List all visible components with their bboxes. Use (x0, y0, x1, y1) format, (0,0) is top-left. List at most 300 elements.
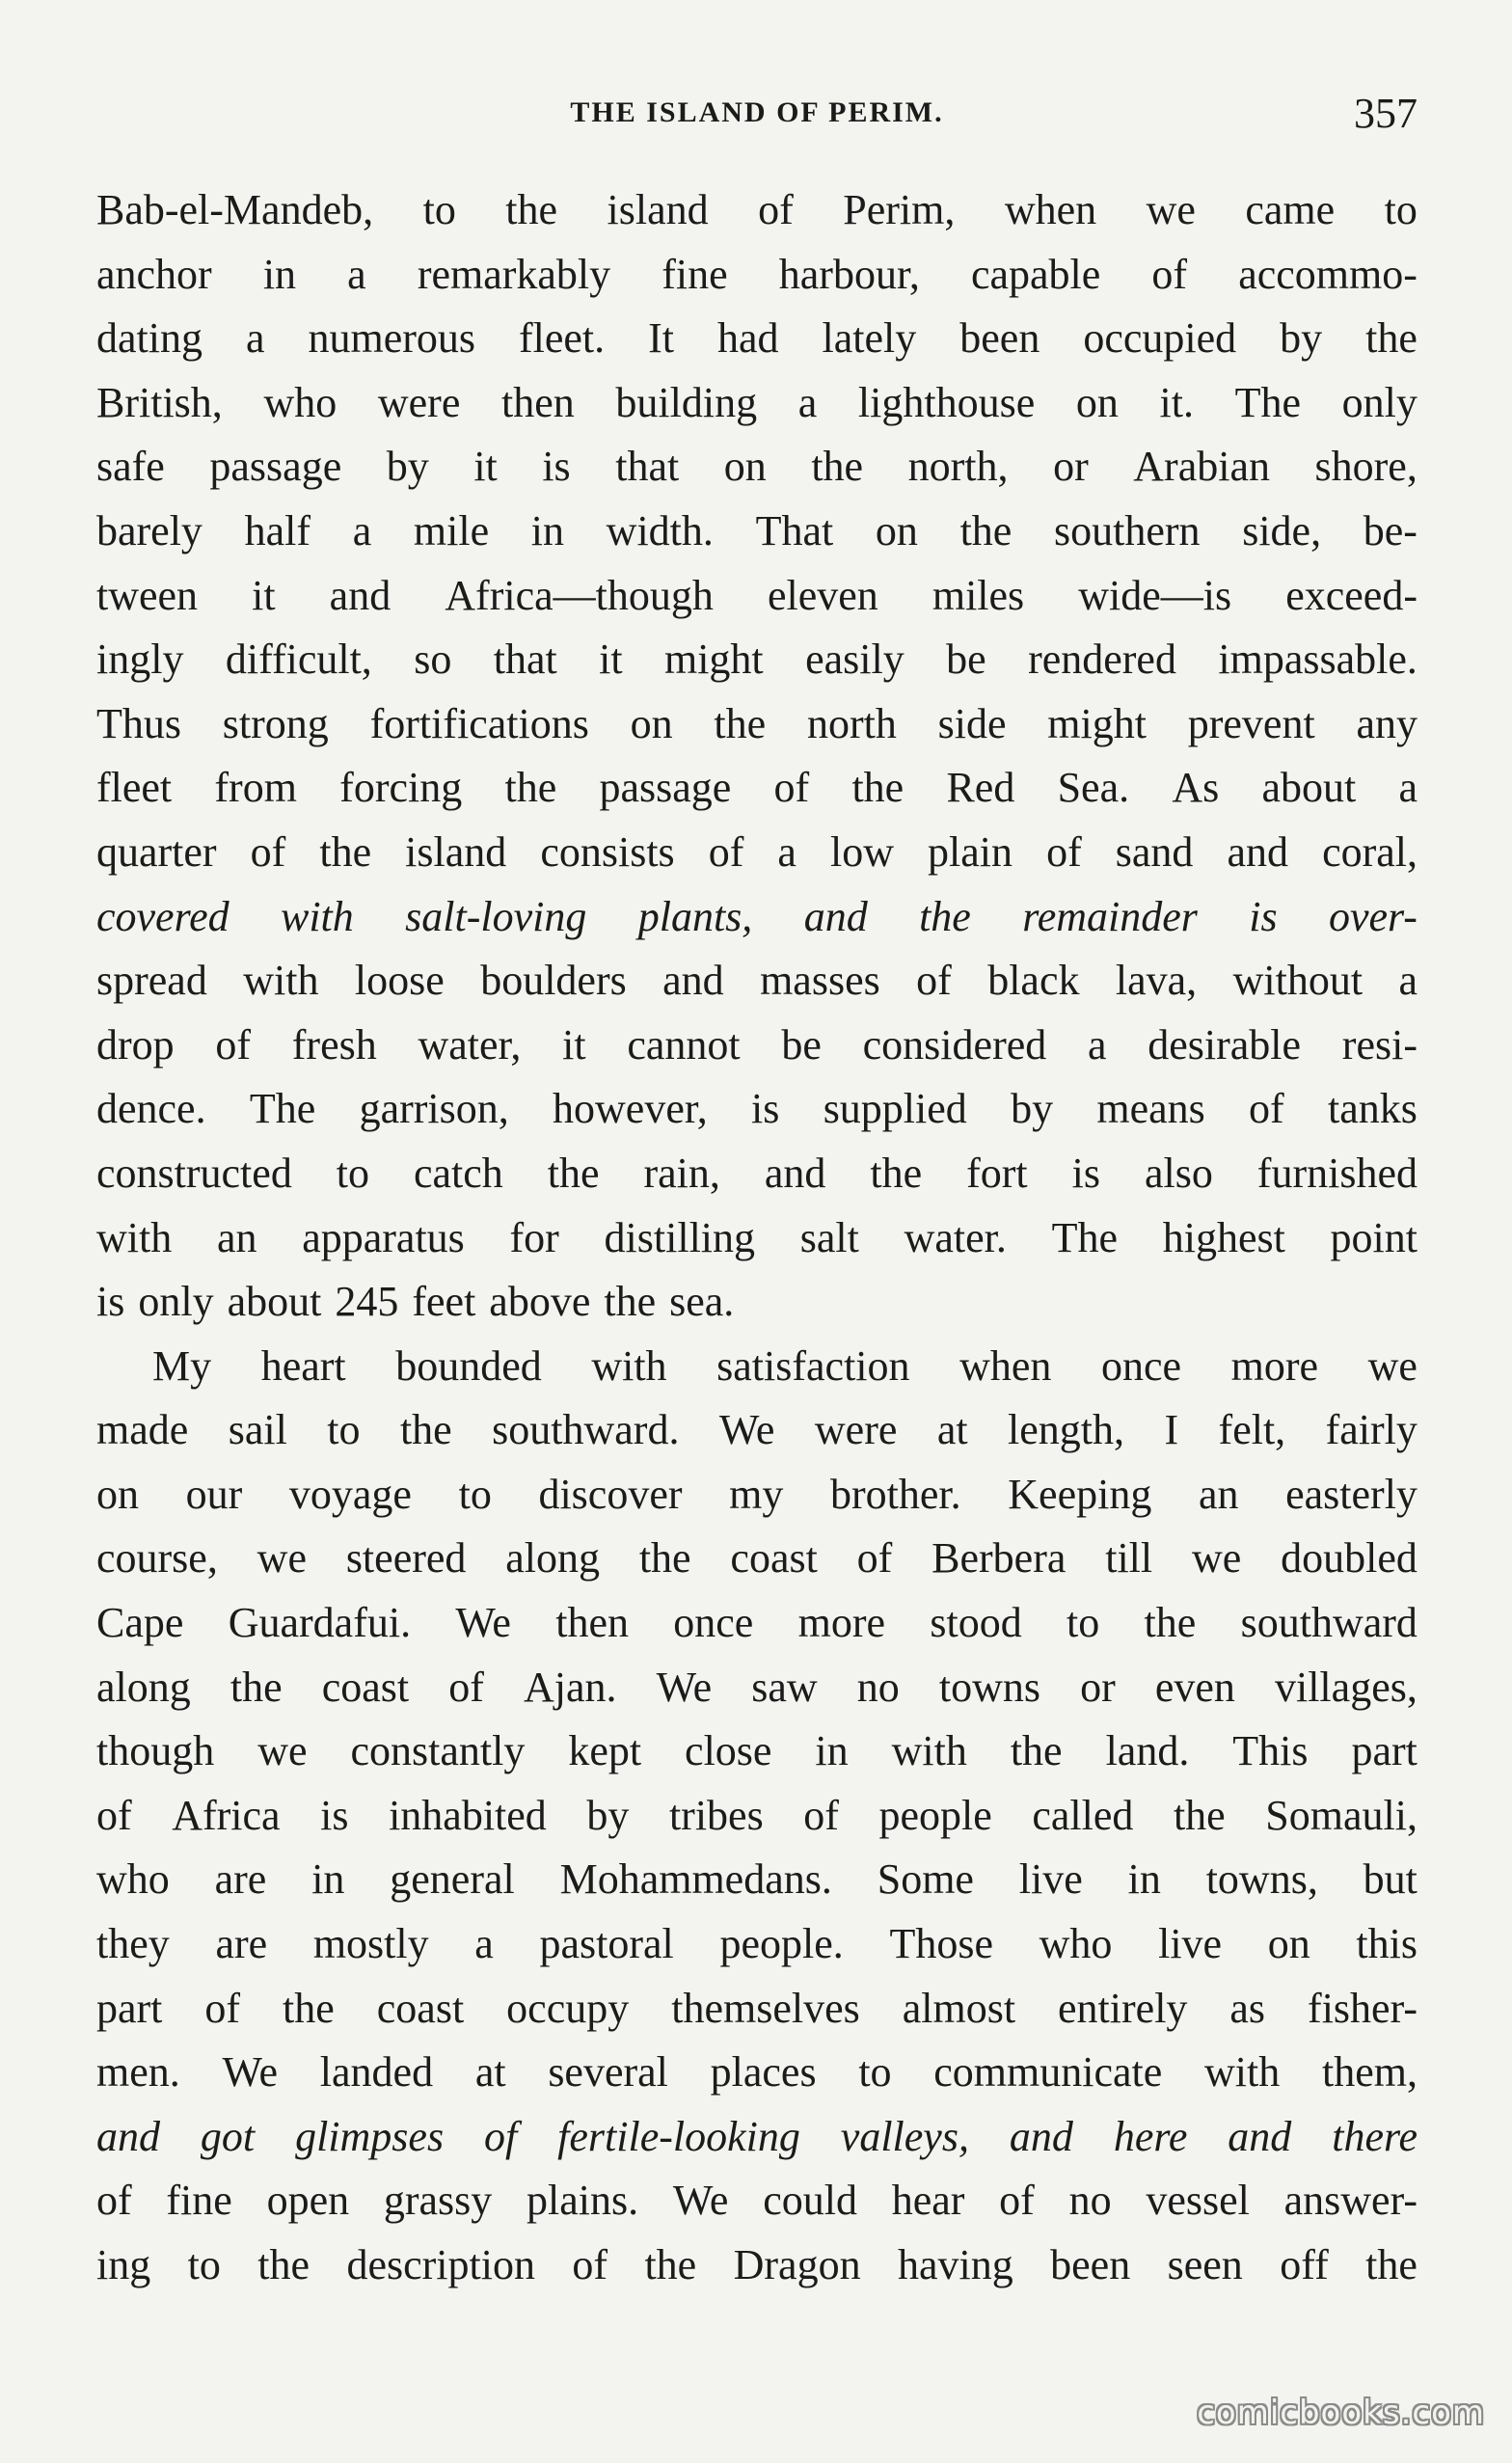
word: the (505, 186, 558, 233)
word: the (638, 1534, 691, 1583)
word: fleet. (519, 314, 606, 363)
word: fertile-looking (557, 2112, 800, 2160)
word: As (1172, 764, 1220, 812)
word: when (1004, 186, 1097, 233)
word: be- (1363, 506, 1418, 555)
word: or (1053, 443, 1089, 491)
word: be (946, 636, 986, 684)
word: more (1230, 1341, 1319, 1390)
word: we (256, 1534, 307, 1583)
word: salt (799, 1213, 859, 1261)
word: a (1398, 764, 1418, 812)
word: by (1011, 1085, 1054, 1133)
word: easily (805, 636, 904, 684)
word: Africa (172, 1791, 281, 1839)
word: a (1398, 957, 1418, 1005)
word: villages, (1274, 1663, 1418, 1711)
word: however, (553, 1085, 708, 1133)
word: in (530, 506, 564, 555)
word: ingly (96, 636, 184, 684)
word: of (484, 2112, 518, 2160)
word: apparatus (302, 1213, 465, 1261)
text-line (96, 1335, 1418, 1399)
word: no (1068, 2177, 1112, 2225)
word: dating (96, 314, 202, 363)
word: of (708, 827, 744, 876)
word: desirable (1148, 1020, 1302, 1069)
text-line (96, 564, 1418, 629)
word: dence. (96, 1085, 206, 1133)
word: with (280, 892, 354, 940)
word: fort (966, 1149, 1028, 1197)
word: the (870, 1149, 923, 1197)
word: who (96, 1855, 170, 1904)
word: also (1144, 1149, 1213, 1197)
word: Keeping (1008, 1470, 1152, 1518)
word: with (1204, 2048, 1281, 2097)
word: is (751, 1085, 780, 1133)
word: garrison, (359, 1085, 509, 1133)
word: fine (662, 250, 728, 298)
word: the (604, 1278, 657, 1326)
word: valleys, (840, 2112, 969, 2160)
word: the (230, 1663, 283, 1711)
word: with (243, 957, 319, 1005)
word: southern (1054, 506, 1201, 555)
word: description (346, 2241, 535, 2288)
word: once (1101, 1341, 1182, 1390)
word: of (999, 2177, 1035, 2225)
word: satisfaction (716, 1341, 910, 1390)
word: easterly (1285, 1470, 1418, 1518)
word: Perim, (843, 186, 956, 233)
watermark: comicbooks.com (1197, 2394, 1485, 2432)
word: lighthouse (857, 378, 1036, 426)
word: lately (822, 314, 917, 363)
word: difficult, (225, 636, 372, 684)
word: without (1232, 957, 1364, 1005)
word: along (505, 1534, 600, 1583)
word: loose (354, 957, 445, 1005)
word: in (262, 250, 297, 298)
text-line (96, 371, 1418, 436)
text-line (96, 885, 1418, 950)
word: as (1229, 1984, 1266, 2032)
word: north, (907, 443, 1009, 491)
word: they (96, 1920, 170, 1968)
word: we (1367, 1341, 1418, 1390)
word: lava, (1115, 957, 1198, 1005)
word: people (878, 1791, 992, 1839)
word: We (656, 1663, 713, 1711)
word: it (599, 636, 623, 684)
word: at (936, 1406, 968, 1454)
word: rendered (1028, 636, 1176, 684)
word: tribes (668, 1791, 764, 1839)
word: towns, (1205, 1855, 1318, 1904)
word: Those (889, 1920, 993, 1968)
word: and (96, 2112, 160, 2160)
word: the (283, 1984, 335, 2032)
word: considered (862, 1020, 1047, 1069)
word: who (1039, 1920, 1113, 1968)
text-line (96, 2233, 1418, 2298)
word: till (1105, 1534, 1153, 1583)
word: remarkably (417, 250, 611, 298)
word: feet (412, 1278, 476, 1326)
word: the (257, 2241, 310, 2288)
word: supplied (823, 1085, 967, 1133)
text-line (96, 1656, 1418, 1720)
word: coral, (1322, 827, 1418, 876)
word: the (1365, 314, 1418, 363)
word: and (803, 892, 868, 940)
word: covered (96, 892, 230, 940)
word: the (1173, 1791, 1226, 1839)
word: low (830, 827, 894, 876)
word: the (851, 764, 904, 812)
word: Ajan. (523, 1663, 617, 1711)
word: in (1127, 1855, 1161, 1904)
word: Africa—though (445, 571, 714, 619)
word: fresh (291, 1020, 377, 1069)
word: The (249, 1085, 316, 1133)
word: the (811, 443, 864, 491)
word: places (710, 2048, 817, 2097)
word: there (1332, 2112, 1418, 2160)
word: the (1010, 1727, 1063, 1775)
word: and (1228, 2112, 1292, 2160)
word: of (1046, 827, 1082, 876)
word: the (959, 506, 1012, 555)
word: with (96, 1213, 173, 1261)
word: plain (928, 827, 1013, 876)
word: on (1267, 1920, 1310, 1968)
word: the (1365, 2241, 1418, 2288)
word: the (399, 1406, 452, 1454)
word: The (1051, 1213, 1118, 1261)
word: are (215, 1920, 268, 1968)
word: shore, (1314, 443, 1418, 491)
word: point (1330, 1213, 1418, 1261)
word: a (347, 250, 366, 298)
word: length, (1008, 1406, 1125, 1454)
word: my (729, 1470, 784, 1518)
word: we (257, 1727, 308, 1775)
word: passage (599, 764, 732, 812)
text-line (96, 1591, 1418, 1656)
word: to (422, 186, 456, 233)
word: glimpses (295, 2112, 445, 2160)
word: to (858, 2048, 892, 2097)
word: landed (319, 2048, 434, 2097)
word: but (1363, 1855, 1418, 1904)
text-line (96, 1014, 1418, 1078)
word: over- (1328, 892, 1418, 940)
word: several (548, 2048, 668, 2097)
running-head (96, 89, 1418, 147)
text-line (96, 692, 1418, 757)
word: could (763, 2177, 857, 2225)
word: a (245, 314, 265, 363)
word: answer- (1283, 2177, 1418, 2225)
word: only (138, 1278, 214, 1326)
word: are (214, 1855, 267, 1904)
text-line (96, 1398, 1418, 1463)
word: of (1151, 250, 1188, 298)
word: then (501, 378, 575, 426)
word: of (856, 1534, 893, 1583)
word: on (723, 443, 767, 491)
word: grassy (383, 2177, 493, 2225)
word: here (1113, 2112, 1188, 2160)
word: no (856, 1663, 900, 1711)
text-line (96, 949, 1418, 1014)
word: The (1234, 378, 1302, 426)
word: hear (891, 2177, 965, 2225)
word: is (1249, 892, 1278, 940)
word: building (615, 378, 758, 426)
word: black (987, 957, 1080, 1005)
word: spread (96, 957, 207, 1005)
word: barely (96, 506, 202, 555)
word: about (1261, 764, 1357, 812)
word: of (448, 1663, 484, 1711)
word: this (1356, 1920, 1418, 1968)
word: and (1227, 827, 1289, 876)
word: is (1071, 1149, 1100, 1197)
word: coast (376, 1984, 465, 2032)
word: width. (606, 506, 714, 555)
word: boulders (480, 957, 627, 1005)
word: fine (166, 2177, 232, 2225)
word: the (547, 1149, 600, 1197)
word: Bab-el-Mandeb, (96, 186, 374, 233)
word: almost (902, 1984, 1016, 2032)
text-line (96, 821, 1418, 885)
word: of (215, 1020, 252, 1069)
word: the (504, 764, 557, 812)
word: It (648, 314, 675, 363)
word: with (891, 1727, 967, 1775)
text-line (96, 1912, 1418, 1977)
word: Somauli, (1265, 1791, 1418, 1839)
text-line (96, 1784, 1418, 1849)
word: only (1341, 378, 1418, 426)
word: in (815, 1727, 849, 1775)
text-line (96, 2169, 1418, 2233)
word: occupy (506, 1984, 630, 2032)
word: We (672, 2177, 729, 2225)
word: side, (1242, 506, 1322, 555)
word: southward (1240, 1599, 1418, 1647)
word: island (405, 827, 507, 876)
word: we (1191, 1534, 1242, 1583)
word: exceed- (1285, 571, 1418, 619)
word: cannot (627, 1020, 741, 1069)
word: furnished (1256, 1149, 1418, 1197)
word: impassable. (1218, 636, 1418, 684)
word: for (509, 1213, 559, 1261)
word: though (96, 1727, 215, 1775)
word: communicate (933, 2048, 1163, 2097)
word: eleven (767, 571, 878, 619)
word: brother. (830, 1470, 961, 1518)
word: mile (413, 506, 490, 555)
word: sail (228, 1406, 287, 1454)
word: of (204, 1984, 241, 2032)
word: the (1144, 1599, 1197, 1647)
word: coast (321, 1663, 410, 1711)
word: half (244, 506, 311, 555)
word: our (185, 1470, 243, 1518)
word: Thus (96, 699, 181, 747)
word: British, (96, 378, 223, 426)
word: stood (930, 1599, 1022, 1647)
word: accommo- (1238, 250, 1418, 298)
word: to (1384, 186, 1418, 233)
word: prevent (1187, 699, 1315, 747)
word: saw (751, 1663, 818, 1711)
word: 245 (335, 1278, 399, 1326)
word: an (1198, 1470, 1239, 1518)
word: wide—is (1078, 571, 1232, 619)
word: who (263, 378, 338, 426)
word: live (1018, 1855, 1083, 1904)
word: bounded (395, 1341, 542, 1390)
word: them, (1322, 2048, 1418, 2097)
text-line (96, 1719, 1418, 1784)
word: catch (413, 1149, 503, 1197)
word: sea. (669, 1278, 735, 1326)
text-line (96, 1463, 1418, 1528)
word: masses (760, 957, 880, 1005)
word: course, (96, 1534, 218, 1583)
word: forcing (339, 764, 463, 812)
word: of (803, 1791, 839, 1839)
word: miles (932, 571, 1025, 619)
word: Cape (96, 1599, 184, 1647)
text-line (96, 500, 1418, 564)
word: We (455, 1599, 511, 1647)
word: remainder (1022, 892, 1198, 940)
word: themselves (671, 1984, 860, 2032)
word: that (493, 636, 557, 684)
word: fleet (96, 764, 173, 812)
word: ing (96, 2241, 151, 2288)
word: of (758, 186, 794, 233)
word: open (266, 2177, 350, 2225)
word: drop (96, 1020, 175, 1069)
word: fairly (1325, 1406, 1418, 1454)
word: on (875, 506, 918, 555)
word: heart (260, 1341, 346, 1390)
body-text (96, 178, 1418, 2298)
word: Red (946, 764, 1015, 812)
word: kept (568, 1727, 642, 1775)
word: the (644, 2241, 697, 2288)
text-line (96, 435, 1418, 500)
word: I (1164, 1406, 1179, 1454)
word: once (673, 1599, 754, 1647)
word: plains. (526, 2177, 639, 2225)
word: of (773, 764, 810, 812)
word: is (96, 1278, 125, 1326)
word: Berbera (932, 1534, 1066, 1583)
word: salt-loving (405, 892, 587, 940)
word: passage (209, 443, 342, 491)
word: tween (96, 571, 199, 619)
word: a (1087, 1020, 1107, 1069)
word: part (1351, 1727, 1418, 1775)
word: constructed (96, 1149, 292, 1197)
word: we (1146, 186, 1196, 233)
word: and (662, 957, 724, 1005)
word: to (1066, 1599, 1100, 1647)
word: to (187, 2241, 221, 2288)
text-line (96, 307, 1418, 371)
word: the (919, 892, 971, 940)
word: on (1075, 378, 1119, 426)
word: consists (540, 827, 675, 876)
word: numerous (308, 314, 476, 363)
word: rain, (643, 1149, 720, 1197)
word: it (562, 1020, 586, 1069)
word: when (959, 1341, 1052, 1390)
word: steered (345, 1534, 467, 1583)
word: highest (1162, 1213, 1285, 1261)
word: any (1356, 699, 1418, 747)
word: Dragon (733, 2241, 861, 2288)
word: sand (1115, 827, 1194, 876)
word: occupied (1083, 314, 1237, 363)
word: were (377, 378, 461, 426)
word: been (1050, 2241, 1131, 2288)
page-number: 357 (1354, 90, 1418, 137)
word: on (96, 1470, 139, 1518)
word: fortifications (369, 699, 589, 747)
word: by (586, 1791, 630, 1839)
word: water. (904, 1213, 1007, 1261)
word: called (1032, 1791, 1134, 1839)
word: felt, (1218, 1406, 1286, 1454)
word: from (214, 764, 297, 812)
word: inhabited (389, 1791, 547, 1839)
word: had (717, 314, 779, 363)
text-line (96, 1142, 1418, 1206)
word: plants, (637, 892, 753, 940)
word: about (227, 1278, 322, 1326)
word: Some (877, 1855, 974, 1904)
text-line (96, 178, 1418, 243)
word: on (630, 699, 673, 747)
word: it (252, 571, 276, 619)
word: of (916, 957, 952, 1005)
word: even (1154, 1663, 1235, 1711)
word: be (781, 1020, 822, 1069)
word: This (1232, 1727, 1309, 1775)
text-line (96, 1527, 1418, 1591)
word: people. (719, 1920, 844, 1968)
word: general (390, 1855, 515, 1904)
word: live (1158, 1920, 1223, 1968)
word: of (96, 2177, 132, 2225)
word: We (222, 2048, 279, 2097)
word: to (327, 1406, 361, 1454)
word: voyage (288, 1470, 412, 1518)
word: harbour, (778, 250, 920, 298)
word: off (1280, 2241, 1329, 2288)
